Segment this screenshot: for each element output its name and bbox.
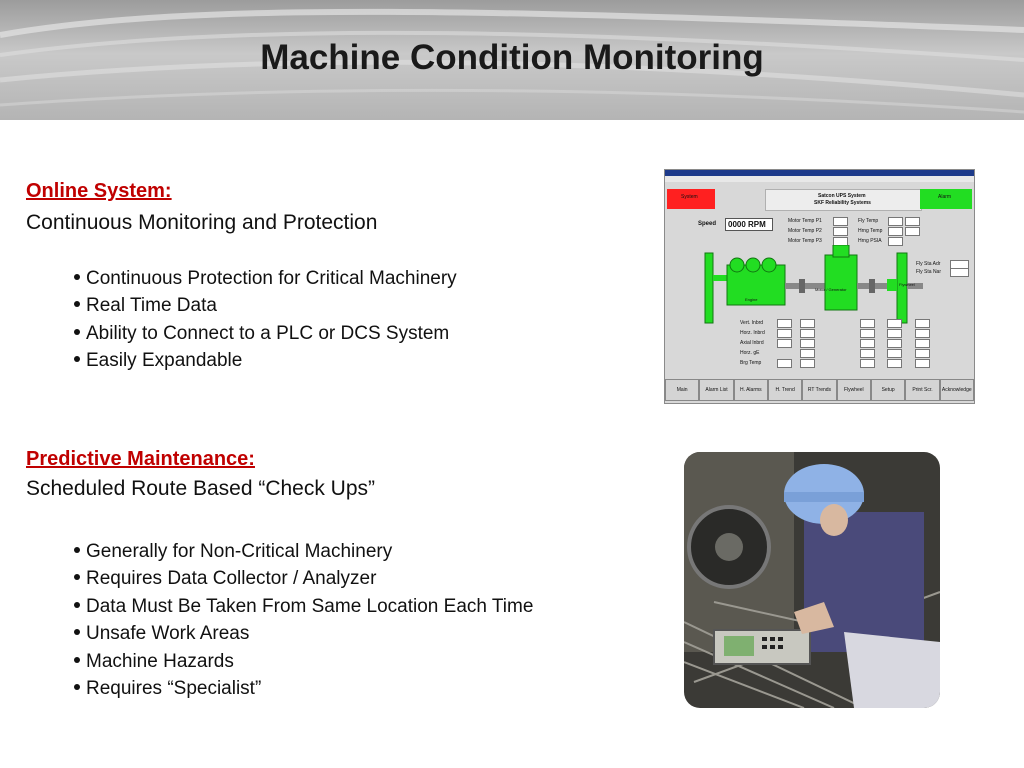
vibration-row-label: Vert. Inbrd [740,320,764,326]
readout-field [887,339,902,348]
readout-field [777,319,792,328]
readout-field [860,319,875,328]
motor-temp-label: Motor Temp P2 [788,228,822,234]
list-item: Machine Hazards [74,648,533,675]
list-item: Continuous Protection for Critical Machinery [74,265,457,292]
alarm-status-indicator: Alarm [920,189,972,209]
technician-illustration [684,452,940,708]
list-item: Easily Expandable [74,347,457,374]
flywheel-label: Flywheel [899,282,915,287]
readout-field [800,359,815,368]
bullet-icon [74,329,80,335]
motor-temp-label: Motor Temp P3 [788,238,822,244]
technician-photo [684,452,940,708]
slide-title: Machine Condition Monitoring [260,38,764,77]
vibration-row-label: Axial Inbrd [740,340,764,346]
readout-field [860,359,875,368]
readout-field [777,339,792,348]
readout-field [800,339,815,348]
readout-field [777,359,792,368]
fly-temp-label: Hrng Temp [858,228,883,234]
monitoring-software-screenshot [664,169,975,404]
vibration-row-label: Horz. Inbrd [740,330,765,336]
readout-field [887,349,902,358]
fly-side-label: Fly Sta Adr [916,261,941,267]
fly-temp-label: Hrng PSIA [858,238,882,244]
readout-field [860,329,875,338]
list-item: Real Time Data [74,292,457,319]
system-title-panel: Satcon UPS System SKF Reliability Systems [765,189,922,211]
readout-field [800,329,815,338]
title-banner [0,0,1024,120]
readout-field [915,359,930,368]
online-system-heading: Online System: [26,180,172,202]
online-bullet-list [74,265,457,375]
bullet-icon [74,547,80,553]
readout-field [905,227,920,236]
readout-field [915,319,930,328]
list-item: Unsafe Work Areas [74,620,533,647]
motor-generator-label: Motor / Generator [815,287,847,292]
setup-button[interactable]: Setup [871,379,905,401]
readout-field [888,217,903,226]
readout-field [887,359,902,368]
readout-field [800,319,815,328]
system-status-indicator: System [667,189,715,209]
history-alarms-button[interactable]: H. Alarms [734,379,768,401]
main-button[interactable]: Main [665,379,699,401]
fly-temp-label: Fly Temp [858,218,879,224]
readout-field [800,349,815,358]
bullet-icon [74,301,80,307]
bullet-icon [74,274,80,280]
predictive-maintenance-subheading: Scheduled Route Based “Check Ups” [26,477,376,500]
motor-temp-label: Motor Temp P1 [788,218,822,224]
bullet-icon [74,356,80,362]
fly-side-label: Fly Sta Nar [916,269,942,275]
bullet-icon [74,629,80,635]
navigation-button-bar [665,379,974,401]
readout-field [833,227,848,236]
readout-field [915,349,930,358]
list-item: Data Must Be Taken From Same Location Each Time [74,593,533,620]
vibration-row-label: Brg Temp [740,360,762,366]
readout-field [888,227,903,236]
vibration-row-label: Horz. gE [740,350,760,356]
online-system-subheading: Continuous Monitoring and Protection [26,211,378,234]
list-item: Generally for Non-Critical Machinery [74,538,533,565]
flywheel-button[interactable]: Flywheel [837,379,871,401]
readout-field [860,349,875,358]
readout-field [860,339,875,348]
list-item: Requires Data Collector / Analyzer [74,565,533,592]
realtime-trends-button[interactable]: RT Trends [802,379,836,401]
alarm-list-button[interactable]: Alarm List [699,379,733,401]
readout-field [887,319,902,328]
history-trend-button[interactable]: H. Trend [768,379,802,401]
readout-field [887,329,902,338]
bullet-icon [74,657,80,663]
speed-label: Speed [698,221,717,227]
readout-field [915,339,930,348]
list-item: Ability to Connect to a PLC or DCS System [74,320,457,347]
bullet-icon [74,602,80,608]
readout-field [905,217,920,226]
print-screen-button[interactable]: Print Scr. [905,379,939,401]
speed-readout: 0000 RPM [725,218,773,231]
window-menubar [665,176,974,182]
bullet-icon [74,684,80,690]
bullet-icon [74,574,80,580]
list-item: Requires “Specialist” [74,675,533,702]
predictive-maintenance-heading: Predictive Maintenance: [26,448,255,470]
predictive-bullet-list [74,538,533,702]
acknowledge-button[interactable]: Acknowledge [940,379,974,401]
readout-field [777,329,792,338]
readout-field [833,217,848,226]
readout-field [915,329,930,338]
engine-label: Engine [745,297,758,302]
